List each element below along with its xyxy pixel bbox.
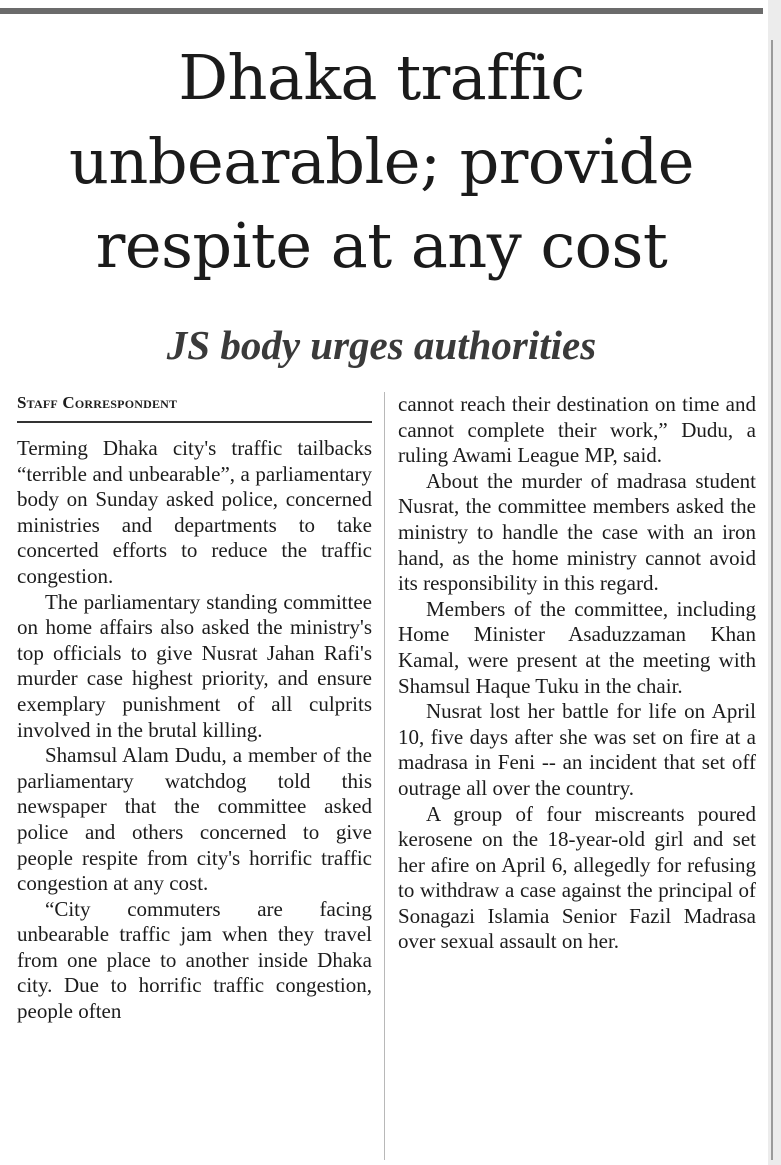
article-column-1 <box>17 436 372 1161</box>
headline-line: unbearable; provide <box>68 125 694 198</box>
byline-rule <box>17 421 372 423</box>
adjacent-column-rule <box>771 40 773 1160</box>
article-column-2 <box>398 392 756 1162</box>
paragraph: Nusrat lost her battle for life on April 10, five days after she was set on fire at a madrasa in Feni -- an incident that set off outrage all over the country. <box>398 699 756 800</box>
top-rule <box>0 8 763 14</box>
paragraph: “City commuters are facing unbearable traffic jam when they travel from one place to another inside Dhaka city. Due to horrific traffic congestion, people often <box>17 896 372 1024</box>
headline <box>0 36 763 288</box>
paragraph: A group of four miscreants poured kerosene on the 18-year-old girl and set her afire on April 6, allegedly for refusing to withdraw a case against the principal of Sonagazi Islamia Senior Fazil Madrasa over sexual assault on her. <box>398 801 756 954</box>
adjacent-column-edge <box>768 0 781 1165</box>
paragraph: Members of the committee, including Home Minister Asaduzzaman Khan Kamal, were present at the meeting with Shamsul Haque Tuku in the chair. <box>398 596 756 698</box>
paragraph: The parliamentary standing committee on home affairs also asked the ministry's top officials to give Nusrat Jahan Rafi's murder case highest priority, and ensure exemplary punishment of all culprits involved in the brutal killing. <box>17 589 372 742</box>
headline-line: respite at any cost <box>95 209 668 282</box>
paragraph: About the murder of madrasa student Nusrat, the committee members asked the ministry to handle the case with an iron hand, as the home ministry cannot avoid its responsibility in this regard. <box>398 468 756 596</box>
subheadline: JS body urges authorities <box>166 322 597 368</box>
paragraph: cannot reach their destination on time and cannot complete their work,” Dudu, a ruling Awami League MP, said. <box>398 392 756 468</box>
headline-line: Dhaka traffic <box>178 41 585 114</box>
paragraph: Shamsul Alam Dudu, a member of the parliamentary watchdog told this newspaper that the committee asked police and others concerned to give people respite from city's horrific traffic congestion at any cost. <box>17 743 372 896</box>
byline: Staff Correspondent <box>17 393 178 412</box>
paragraph: Terming Dhaka city's traffic tailbacks “terrible and unbearable”, a parliamentary body on Sunday asked police, concerned ministries and departments to take concerted efforts to reduce the traffic congestion. <box>17 436 372 588</box>
column-divider <box>384 392 385 1160</box>
